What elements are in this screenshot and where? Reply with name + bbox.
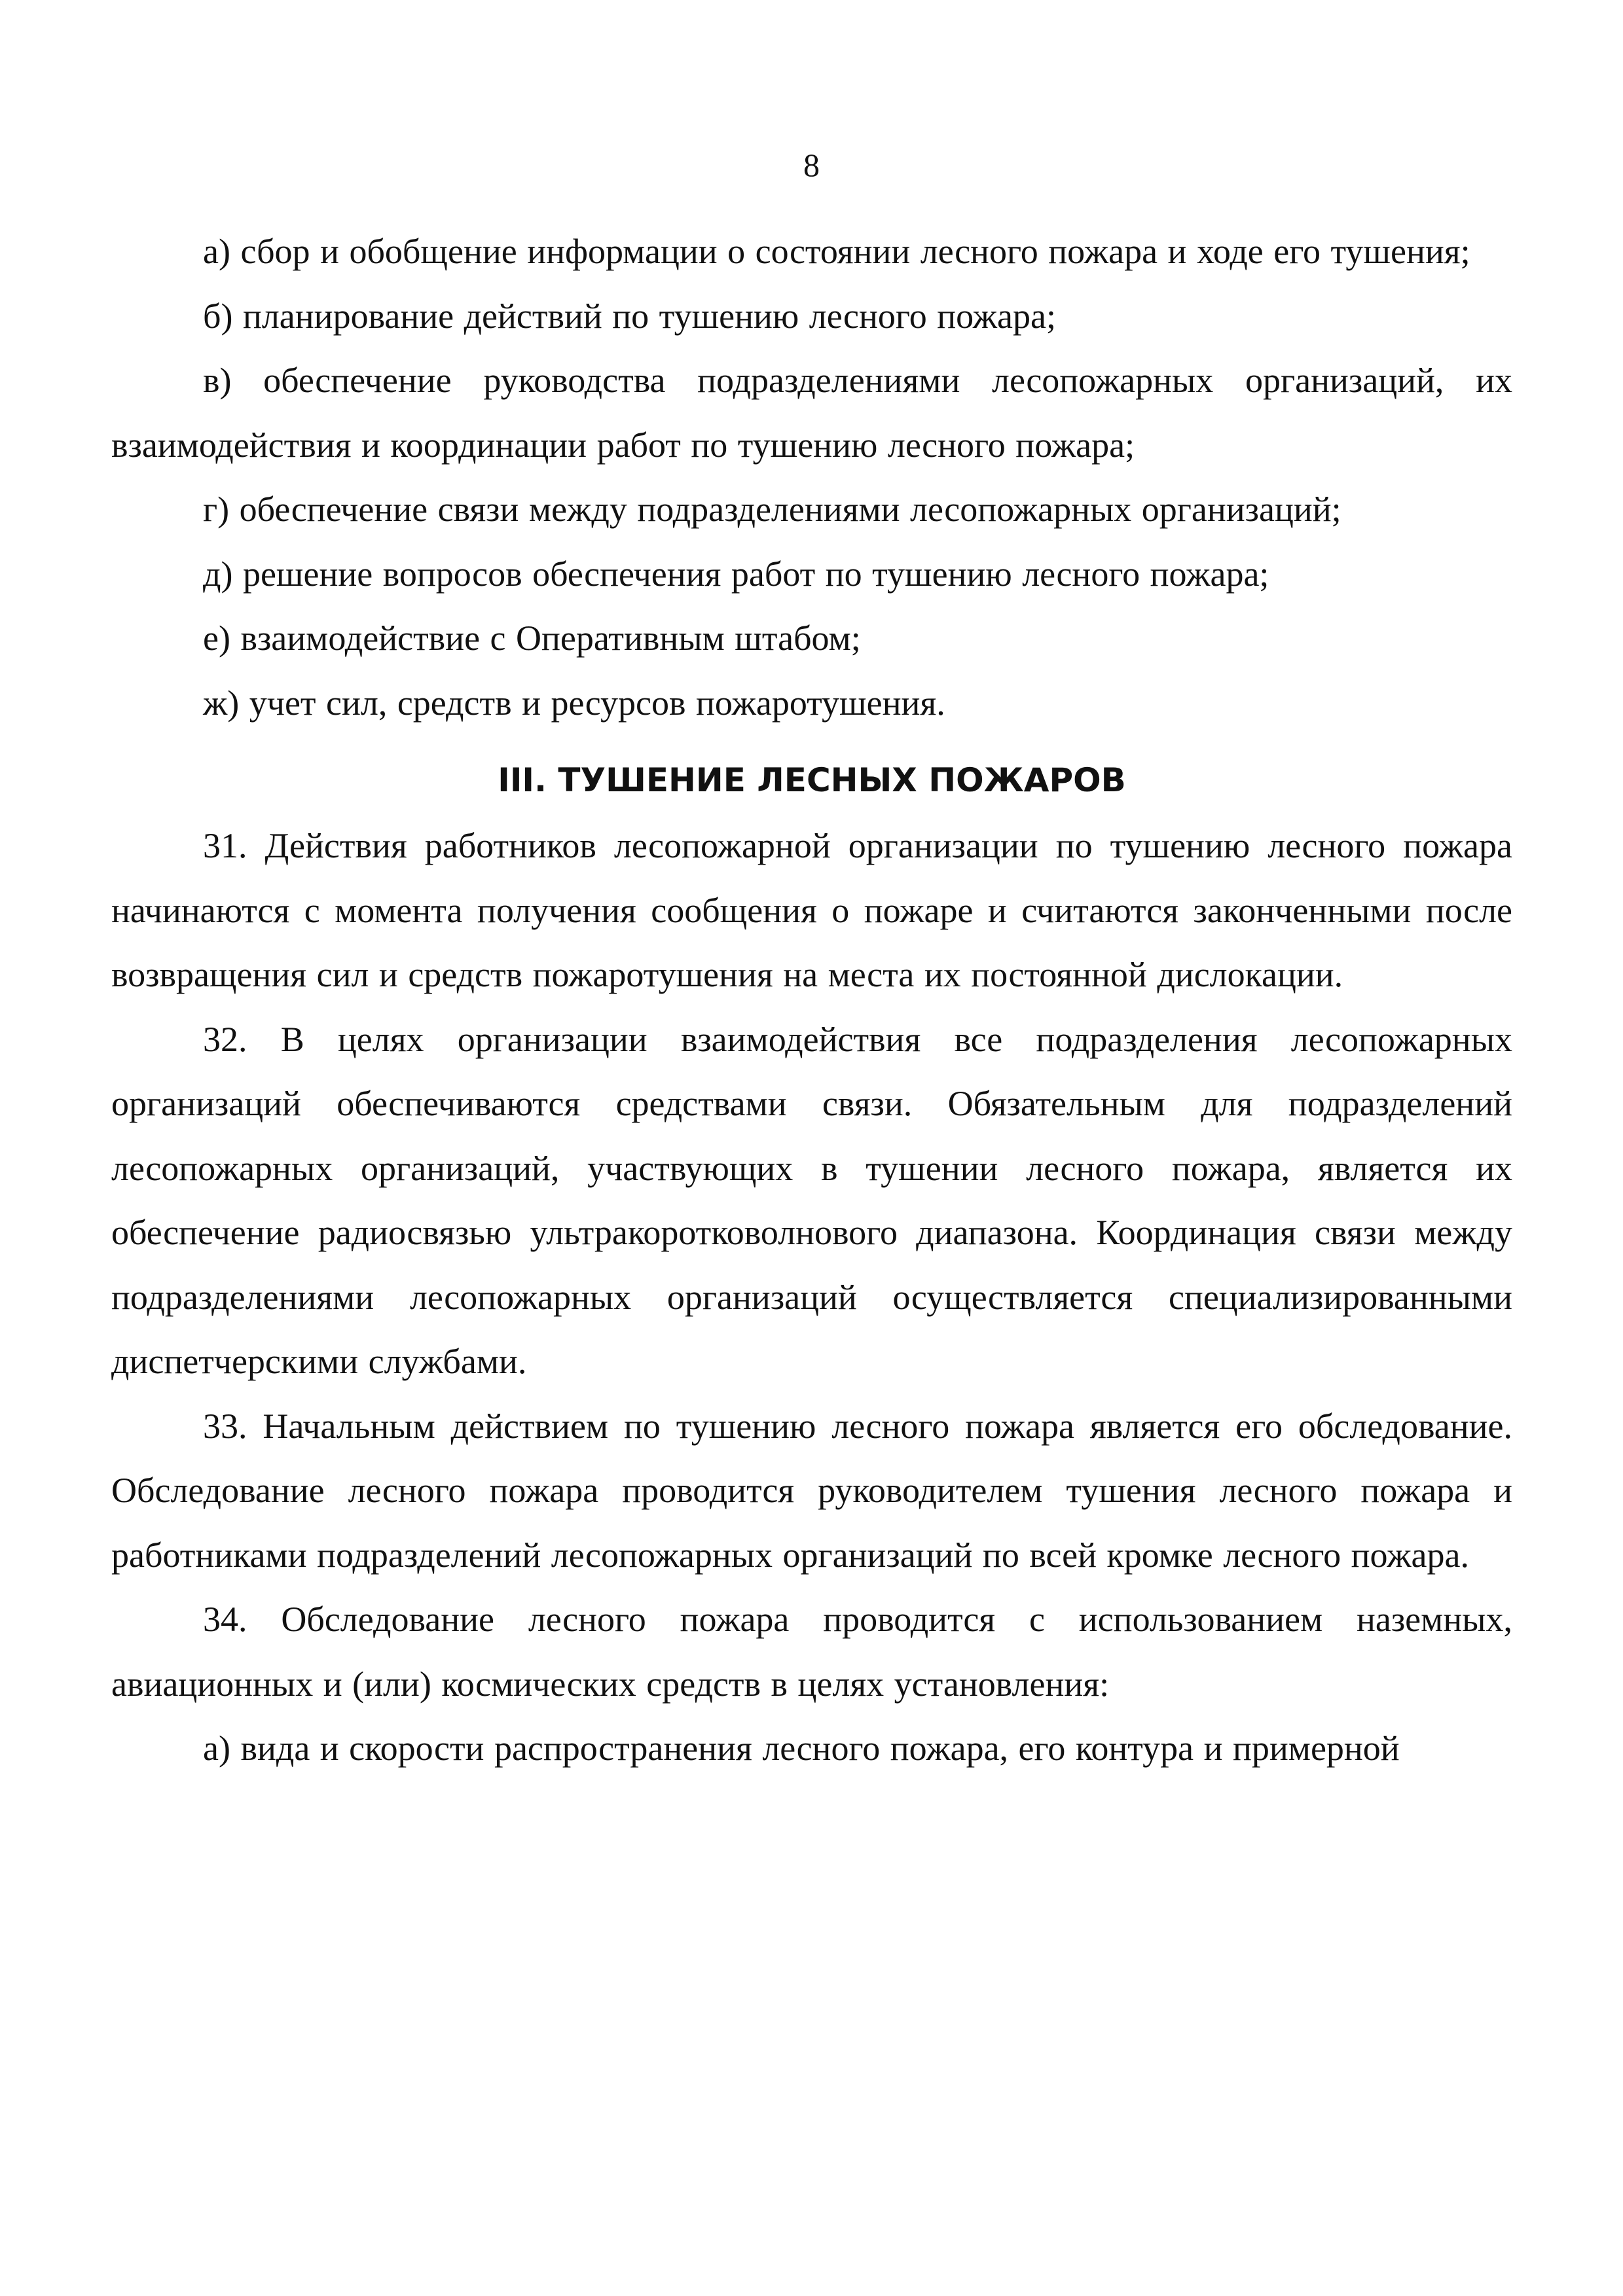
list-item-v: в) обеспечение руководства подразделениями лесопожарных организаций, их взаимодействия и координации работ по тушению лесного пожара; [111,361,1512,465]
paragraph-33: 33. Начальным действием по тушению лесного пожара является его обследование. Обследование лесного пожара проводится руководителем тушения лесного пожара и работниками подразделений лесопожарных организаций по всей кромке лесного пожара. [111,1406,1512,1575]
list-item-a: а) сбор и обобщение информации о состоянии лесного пожара и ходе его тушения; [203,232,1470,271]
paragraph-32: 32. В целях организации взаимодействия все подразделения лесопожарных организаций обеспечиваются средствами связи. Обязательным для подразделений лесопожарных организаций, участвующих в тушении лесного пожара, является их обеспечение радиосвязью ультракоротковолнового диапазона. Координация связи между подразделениями лесопожарных организаций осуществляется специализированными диспетчерскими службами. [111,1019,1512,1381]
section-heading: III. ТУШЕНИЕ ЛЕСНЫХ ПОЖАРОВ [498,761,1126,799]
paragraph-34-item-a: а) вида и скорости распространения лесного пожара, его контура и примерной [203,1729,1400,1768]
list-item-b: б) планирование действий по тушению лесного пожара; [203,296,1056,336]
list-item-zh: ж) учет сил, средств и ресурсов пожаротушения. [203,683,945,723]
list-item-e: е) взаимодействие с Оперативным штабом; [203,619,861,658]
document-body [111,219,1512,1781]
paragraph-31: 31. Действия работников лесопожарной организации по тушению лесного пожара начинаются с момента получения сообщения о пожаре и считаются законченными после возвращения сил и средств пожаротушения на места их постоянной дислокации. [111,826,1512,994]
page-number: 8 [803,147,820,183]
list-item-d: д) решение вопросов обеспечения работ по тушению лесного пожара; [203,554,1269,594]
list-item-g: г) обеспечение связи между подразделениями лесопожарных организаций; [203,490,1341,529]
paragraph-34: 34. Обследование лесного пожара проводится с использованием наземных, авиационных и (или) космических средств в целях установления: [111,1600,1512,1704]
